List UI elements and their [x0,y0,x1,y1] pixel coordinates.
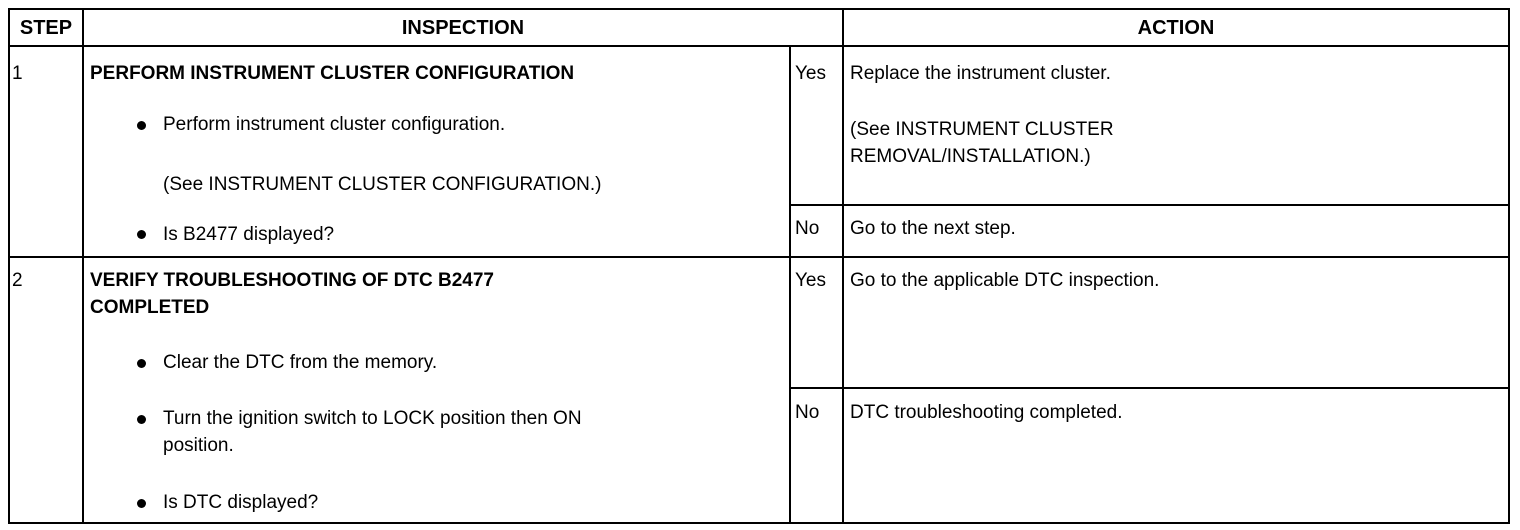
row2-yes-label: Yes [795,270,826,291]
row1-yes-reference-line2: REMOVAL/INSTALLATION.) [850,146,1091,167]
row1-step-number: 1 [12,63,23,84]
bullet-icon [137,121,146,130]
row1-no-action: Go to the next step. [850,218,1016,239]
bullet-icon [137,499,146,508]
row2-item3: Is DTC displayed? [163,492,319,513]
row2-title-line1: VERIFY TROUBLESHOOTING OF DTC B2477 [90,270,494,291]
row2-title-line2: COMPLETED [90,297,210,318]
row1-item1-note: (See INSTRUMENT CLUSTER CONFIGURATION.) [163,174,602,195]
col-divider-yesno [789,46,791,524]
row2-yes-action: Go to the applicable DTC inspection. [850,270,1160,291]
row1-yes-reference-line1: (See INSTRUMENT CLUSTER [850,119,1114,140]
row1-no-label: No [795,218,820,239]
row2-no-label: No [795,402,820,423]
row1-title: PERFORM INSTRUMENT CLUSTER CONFIGURATION [90,63,575,84]
row1-yes-action: Replace the instrument cluster. [850,63,1111,84]
row2-item2-line2: position. [163,435,234,456]
bullet-icon [137,230,146,239]
row1-yes-no-divider [789,204,1510,206]
row2-step-number: 2 [12,270,23,291]
row2-item2-line1: Turn the ignition switch to LOCK position then ON [163,408,582,429]
header-divider [8,45,1510,47]
row2-no-action: DTC troubleshooting completed. [850,402,1123,423]
row1-item1: Perform instrument cluster configuration. [163,114,506,135]
row2-item1: Clear the DTC from the memory. [163,352,438,373]
header-inspection: INSPECTION [401,17,525,39]
header-step: STEP [19,17,73,39]
row1-yes-label: Yes [795,63,826,84]
row1-item2: Is B2477 displayed? [163,224,335,245]
header-action: ACTION [1137,17,1215,39]
bullet-icon [137,415,146,424]
row-divider [8,256,1510,258]
col-divider-action [842,8,844,524]
col-divider-step [82,8,84,524]
row2-yes-no-divider [789,387,1510,389]
bullet-icon [137,359,146,368]
